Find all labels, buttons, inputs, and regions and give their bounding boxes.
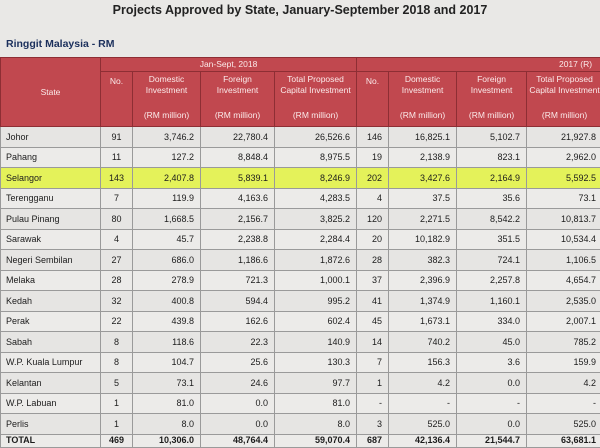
no-2017-cell: 7 <box>357 352 389 373</box>
no-2018-cell: 469 <box>101 434 133 447</box>
no-2018-cell: 5 <box>101 373 133 394</box>
page-title: Projects Approved by State, January-September 2018 and 2017 <box>0 3 600 17</box>
total-row <box>1 434 600 447</box>
no-2017-cell: 3 <box>357 414 389 435</box>
total-2018-cell: 26,526.6 <box>275 127 357 148</box>
foreign-2017-cell: 334.0 <box>457 311 527 332</box>
state-cell: Kelantan <box>1 373 101 394</box>
total-2018-cell: 2,284.4 <box>275 229 357 250</box>
table-body <box>1 127 600 448</box>
domestic-2018-cell: 278.9 <box>133 270 201 291</box>
domestic-2017-cell: 4.2 <box>389 373 457 394</box>
foreign-2017-cell: 2,164.9 <box>457 168 527 189</box>
domestic-2017-cell: 525.0 <box>389 414 457 435</box>
no-2017-cell: 4 <box>357 188 389 209</box>
domestic-2018-cell: 73.1 <box>133 373 201 394</box>
foreign-2017-cell: 5,102.7 <box>457 127 527 148</box>
total-2018-cell: 4,283.5 <box>275 188 357 209</box>
foreign-2017-cell: 8,542.2 <box>457 209 527 230</box>
no-2018-cell: 1 <box>101 393 133 414</box>
domestic-2017-cell: 382.3 <box>389 250 457 271</box>
header-total-label: Total Proposed Capital Investment <box>529 74 599 95</box>
no-2017-cell: 45 <box>357 311 389 332</box>
foreign-2017-cell: 3.6 <box>457 352 527 373</box>
domestic-2018-cell: 1,668.5 <box>133 209 201 230</box>
foreign-2018-cell: 22.3 <box>201 332 275 353</box>
foreign-2017-cell: 2,257.8 <box>457 270 527 291</box>
foreign-2018-cell: 594.4 <box>201 291 275 312</box>
no-2017-cell: 20 <box>357 229 389 250</box>
no-2017-cell: 202 <box>357 168 389 189</box>
state-cell: W.P. Labuan <box>1 393 101 414</box>
header-state: State <box>1 58 101 127</box>
header-unit: (RM million) <box>277 110 354 121</box>
foreign-2018-cell: 48,764.4 <box>201 434 275 447</box>
total-2017-cell: 5,592.5 <box>527 168 600 189</box>
total-2018-cell: 602.4 <box>275 311 357 332</box>
state-cell: Sabah <box>1 332 101 353</box>
total-2017-cell: 1,106.5 <box>527 250 600 271</box>
domestic-2017-cell: 10,182.9 <box>389 229 457 250</box>
projects-table-container <box>0 57 600 448</box>
header-domestic-2017 <box>389 72 457 127</box>
total-2018-cell: 81.0 <box>275 393 357 414</box>
state-cell: Terengganu <box>1 188 101 209</box>
no-2018-cell: 8 <box>101 352 133 373</box>
no-2018-cell: 7 <box>101 188 133 209</box>
total-2017-cell: 525.0 <box>527 414 600 435</box>
foreign-2017-cell: 0.0 <box>457 373 527 394</box>
domestic-2018-cell: 400.8 <box>133 291 201 312</box>
header-unit: (RM million) <box>459 110 524 121</box>
header-foreign-2018 <box>201 72 275 127</box>
domestic-2018-cell: 104.7 <box>133 352 201 373</box>
table-row <box>1 352 600 373</box>
header-unit: (RM million) <box>203 110 272 121</box>
header-foreign-2017 <box>457 72 527 127</box>
foreign-2018-cell: 5,839.1 <box>201 168 275 189</box>
total-2017-cell: 2,007.1 <box>527 311 600 332</box>
state-cell: Pulau Pinang <box>1 209 101 230</box>
total-2017-cell: 10,534.4 <box>527 229 600 250</box>
table-row <box>1 414 600 435</box>
no-2017-cell: 120 <box>357 209 389 230</box>
header-no-2017: No. <box>357 72 389 127</box>
foreign-2018-cell: 2,238.8 <box>201 229 275 250</box>
foreign-2017-cell: 724.1 <box>457 250 527 271</box>
domestic-2018-cell: 686.0 <box>133 250 201 271</box>
no-2017-cell: 1 <box>357 373 389 394</box>
no-2017-cell: 28 <box>357 250 389 271</box>
state-cell: Johor <box>1 127 101 148</box>
header-domestic-label: Domestic Investment <box>146 74 188 95</box>
total-2018-cell: 8.0 <box>275 414 357 435</box>
total-2018-cell: 59,070.4 <box>275 434 357 447</box>
foreign-2018-cell: 0.0 <box>201 393 275 414</box>
domestic-2018-cell: 45.7 <box>133 229 201 250</box>
header-period-2017: 2017 (R) <box>357 58 600 72</box>
domestic-2018-cell: 127.2 <box>133 147 201 168</box>
header-unit: (RM million) <box>135 110 198 121</box>
state-cell: Perak <box>1 311 101 332</box>
total-2017-cell: 2,962.0 <box>527 147 600 168</box>
header-foreign-label: Foreign Investment <box>217 74 259 95</box>
table-row <box>1 127 600 148</box>
foreign-2018-cell: 4,163.6 <box>201 188 275 209</box>
no-2018-cell: 8 <box>101 332 133 353</box>
header-period-2018: Jan-Sept, 2018 <box>101 58 357 72</box>
foreign-2018-cell: 22,780.4 <box>201 127 275 148</box>
domestic-2017-cell: 3,427.6 <box>389 168 457 189</box>
total-2017-cell: 63,681.1 <box>527 434 600 447</box>
table-row <box>1 291 600 312</box>
domestic-2018-cell: 10,306.0 <box>133 434 201 447</box>
state-cell: Sarawak <box>1 229 101 250</box>
domestic-2018-cell: 3,746.2 <box>133 127 201 148</box>
foreign-2018-cell: 162.6 <box>201 311 275 332</box>
domestic-2017-cell: 16,825.1 <box>389 127 457 148</box>
no-2017-cell: 19 <box>357 147 389 168</box>
domestic-2017-cell: 42,136.4 <box>389 434 457 447</box>
table-row <box>1 373 600 394</box>
table-row <box>1 270 600 291</box>
domestic-2018-cell: 81.0 <box>133 393 201 414</box>
domestic-2017-cell: 740.2 <box>389 332 457 353</box>
no-2018-cell: 27 <box>101 250 133 271</box>
domestic-2018-cell: 439.8 <box>133 311 201 332</box>
foreign-2018-cell: 2,156.7 <box>201 209 275 230</box>
total-2018-cell: 8,246.9 <box>275 168 357 189</box>
table-row <box>1 147 600 168</box>
state-cell: Selangor <box>1 168 101 189</box>
total-2017-cell: 2,535.0 <box>527 291 600 312</box>
table-header <box>1 58 600 127</box>
table-row <box>1 188 600 209</box>
no-2017-cell: 37 <box>357 270 389 291</box>
header-total-2018 <box>275 72 357 127</box>
total-2017-cell: 10,813.7 <box>527 209 600 230</box>
state-cell: TOTAL <box>1 434 101 447</box>
state-cell: Perlis <box>1 414 101 435</box>
table-row <box>1 168 600 189</box>
domestic-2018-cell: 118.6 <box>133 332 201 353</box>
no-2017-cell: 146 <box>357 127 389 148</box>
domestic-2017-cell: 156.3 <box>389 352 457 373</box>
header-total-label: Total Proposed Capital Investment <box>280 74 350 95</box>
foreign-2017-cell: - <box>457 393 527 414</box>
state-cell: W.P. Kuala Lumpur <box>1 352 101 373</box>
total-2018-cell: 130.3 <box>275 352 357 373</box>
foreign-2017-cell: 45.0 <box>457 332 527 353</box>
foreign-2017-cell: 0.0 <box>457 414 527 435</box>
no-2017-cell: - <box>357 393 389 414</box>
foreign-2018-cell: 24.6 <box>201 373 275 394</box>
domestic-2017-cell: 1,673.1 <box>389 311 457 332</box>
no-2018-cell: 11 <box>101 147 133 168</box>
currency-note: Ringgit Malaysia - RM <box>6 38 115 50</box>
foreign-2018-cell: 25.6 <box>201 352 275 373</box>
no-2018-cell: 1 <box>101 414 133 435</box>
total-2018-cell: 1,872.6 <box>275 250 357 271</box>
no-2018-cell: 91 <box>101 127 133 148</box>
table-row <box>1 250 600 271</box>
foreign-2018-cell: 0.0 <box>201 414 275 435</box>
no-2018-cell: 22 <box>101 311 133 332</box>
domestic-2017-cell: 2,396.9 <box>389 270 457 291</box>
total-2017-cell: - <box>527 393 600 414</box>
state-cell: Pahang <box>1 147 101 168</box>
header-unit: (RM million) <box>391 110 454 121</box>
domestic-2018-cell: 2,407.8 <box>133 168 201 189</box>
total-2017-cell: 4,654.7 <box>527 270 600 291</box>
total-2018-cell: 140.9 <box>275 332 357 353</box>
domestic-2017-cell: 1,374.9 <box>389 291 457 312</box>
header-foreign-label: Foreign Investment <box>471 74 513 95</box>
total-2018-cell: 8,975.5 <box>275 147 357 168</box>
table-row <box>1 393 600 414</box>
no-2017-cell: 14 <box>357 332 389 353</box>
domestic-2017-cell: 37.5 <box>389 188 457 209</box>
foreign-2017-cell: 351.5 <box>457 229 527 250</box>
total-2018-cell: 1,000.1 <box>275 270 357 291</box>
foreign-2018-cell: 1,186.6 <box>201 250 275 271</box>
state-cell: Kedah <box>1 291 101 312</box>
table-row <box>1 209 600 230</box>
total-2017-cell: 73.1 <box>527 188 600 209</box>
no-2018-cell: 80 <box>101 209 133 230</box>
total-2017-cell: 4.2 <box>527 373 600 394</box>
foreign-2017-cell: 21,544.7 <box>457 434 527 447</box>
foreign-2017-cell: 35.6 <box>457 188 527 209</box>
state-cell: Melaka <box>1 270 101 291</box>
table-row <box>1 332 600 353</box>
foreign-2017-cell: 823.1 <box>457 147 527 168</box>
header-domestic-2018 <box>133 72 201 127</box>
foreign-2018-cell: 721.3 <box>201 270 275 291</box>
table-row <box>1 229 600 250</box>
domestic-2017-cell: 2,138.9 <box>389 147 457 168</box>
total-2018-cell: 3,825.2 <box>275 209 357 230</box>
foreign-2017-cell: 1,160.1 <box>457 291 527 312</box>
state-cell: Negeri Sembilan <box>1 250 101 271</box>
no-2018-cell: 143 <box>101 168 133 189</box>
domestic-2017-cell: 2,271.5 <box>389 209 457 230</box>
no-2018-cell: 4 <box>101 229 133 250</box>
foreign-2018-cell: 8,848.4 <box>201 147 275 168</box>
no-2017-cell: 41 <box>357 291 389 312</box>
projects-table <box>0 57 600 448</box>
total-2017-cell: 159.9 <box>527 352 600 373</box>
header-no-2018: No. <box>101 72 133 127</box>
header-domestic-label: Domestic Investment <box>402 74 444 95</box>
domestic-2018-cell: 119.9 <box>133 188 201 209</box>
domestic-2018-cell: 8.0 <box>133 414 201 435</box>
header-unit: (RM million) <box>529 110 600 121</box>
table-row <box>1 311 600 332</box>
header-total-2017 <box>527 72 600 127</box>
total-2018-cell: 995.2 <box>275 291 357 312</box>
domestic-2017-cell: - <box>389 393 457 414</box>
total-2017-cell: 21,927.8 <box>527 127 600 148</box>
total-2017-cell: 785.2 <box>527 332 600 353</box>
no-2017-cell: 687 <box>357 434 389 447</box>
no-2018-cell: 32 <box>101 291 133 312</box>
no-2018-cell: 28 <box>101 270 133 291</box>
total-2018-cell: 97.7 <box>275 373 357 394</box>
